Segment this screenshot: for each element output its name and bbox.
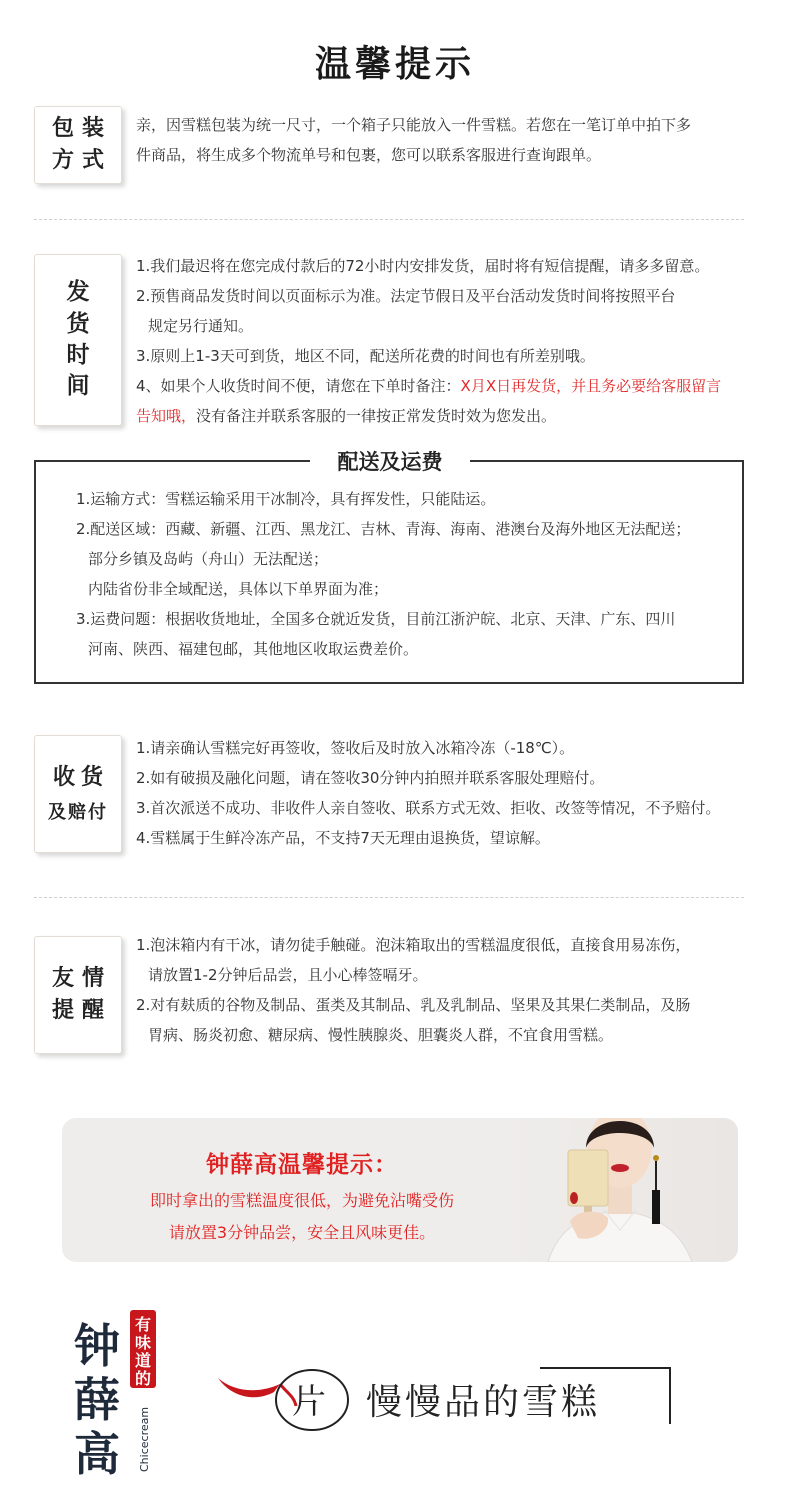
reminder-tag-line2: 提醒 <box>51 998 112 1023</box>
logo-char: 薛 <box>74 1373 120 1427</box>
svg-text:的: 的 <box>134 1369 152 1388</box>
slogan-char: 片 <box>292 1382 326 1422</box>
delivery-line-1: 1.运输方式：雪糕运输采用干冰制冷，具有挥发性，只能陆运。 <box>76 490 496 508</box>
packaging-tag-line2: 方式 <box>51 148 112 173</box>
reminder-tag-line1: 友情 <box>51 966 112 992</box>
receipt-line-2: 2.如有破损及融化问题，请在签收30分钟内拍照并联系客服处理赔付。 <box>136 769 605 787</box>
receipt-line-1: 1.请亲确认雪糕完好再签收，签收后及时放入冰箱冷冻（-18℃）。 <box>136 739 575 757</box>
reminder-line-1: 1.泡沫箱内有干冰，请勿徒手触碰。泡沫箱取出的雪糕温度很低，直接食用易冻伤， <box>136 936 691 954</box>
delivery-line-3: 3.运费问题：根据收货地址，全国多仓就近发货，目前江浙沪皖、北京、天津、广东、四川 <box>76 610 676 628</box>
shipping-line-5-highlight: 告知哦， <box>136 407 197 425</box>
receipt-tag-line2: 及赔付 <box>47 801 108 823</box>
shipping-line-3: 3.原则上1-3天可到货，地区不同，配送所花费的时间也有所差别哦。 <box>136 347 595 365</box>
delivery-line-2b: 部分乡镇及岛屿（舟山）无法配送； <box>88 550 329 568</box>
banner-title: 钟薛高温馨提示： <box>206 1152 398 1178</box>
delivery-line-2: 2.配送区域：西藏、新疆、江西、黑龙江、吉林、青海、海南、港澳台及海外地区无法配送； <box>76 520 691 538</box>
reminder-tag <box>34 936 122 1054</box>
packaging-line: 亲，因雪糕包装为统一尺寸，一个箱子只能放入一件雪糕。若您在一笔订单中拍下多 <box>136 116 692 134</box>
brand-en-name: Chicecream <box>138 1406 151 1472</box>
delivery-line-2c: 内陆省份非全域配送，具体以下单界面为准； <box>88 580 389 598</box>
shipping-time-tag <box>34 254 122 426</box>
delivery-fee-text <box>76 484 690 664</box>
shipping-line-5 <box>136 401 750 431</box>
packaging-line: 件商品，将生成多个物流单号和包裹，您可以联系客服进行查询跟单。 <box>136 146 602 164</box>
receipt-line-4: 4.雪糕属于生鲜冷冻产品，不支持7天无理由退换货，望谅解。 <box>136 829 550 847</box>
reminder-line-2: 2.对有麸质的谷物及制品、蛋类及其制品、乳及乳制品、坚果及其果仁类制品，及肠 <box>136 996 691 1014</box>
page-title: 温馨提示 <box>314 44 475 85</box>
brand-logo <box>70 1308 170 1478</box>
receipt-tag <box>34 735 122 853</box>
logo-char: 高 <box>74 1427 120 1478</box>
shipping-line-2: 2.预售商品发货时间以页面标示为准。法定节假日及平台活动发货时间将按照平台 <box>136 287 676 305</box>
shipping-line-4 <box>136 371 750 401</box>
packaging-text <box>136 110 750 170</box>
shipping-tag-char: 间 <box>66 373 90 400</box>
reminder-line-2b: 胃病、肠炎初愈、糖尿病、慢性胰腺炎、胆囊炎人群，不宜食用雪糕。 <box>148 1026 614 1044</box>
banner-line-2: 请放置3分钟品尝，安全且风味更佳。 <box>168 1223 436 1242</box>
packaging-tag <box>34 106 122 184</box>
shipping-time-text <box>136 251 750 431</box>
dashed-divider <box>34 897 744 898</box>
shipping-line-1: 1.我们最迟将在您完成付款后的72小时内安排发货，届时将有短信提醒，请多多留意。 <box>136 257 710 275</box>
delivery-line-3b: 河南、陕西、福建包邮，其他地区收取运费差价。 <box>88 640 419 658</box>
brand-logo-chars <box>74 1319 120 1478</box>
shipping-line-4-text: 4、如果个人收货时间不便，请您在下单时备注： <box>136 377 461 395</box>
packaging-tag-line1: 包装 <box>51 116 112 142</box>
seal-text: 有 <box>134 1315 152 1334</box>
slogan-text: 慢慢品的雪糕 <box>366 1382 601 1423</box>
logo-char: 钟 <box>74 1319 120 1373</box>
shipping-tag-char: 货 <box>66 310 90 337</box>
shipping-line-5-text: 没有备注并联系客服的一律按正常发货时效为您发出。 <box>196 407 557 425</box>
shipping-line-4-highlight: X月X日再发货，并且务必要给客服留言 <box>460 377 722 395</box>
shipping-tag-char: 发 <box>66 279 90 306</box>
receipt-line-3: 3.首次派送不成功、非收件人亲自签收、联系方式无效、拒收、改签等情况，不予赔付。 <box>136 799 721 817</box>
shipping-tag-char: 时 <box>66 342 90 368</box>
tip-banner <box>62 1118 738 1262</box>
delivery-fee-title: 配送及运费 <box>310 447 470 477</box>
model-with-ice-cream-image <box>508 1118 738 1262</box>
reminder-text <box>136 930 750 1050</box>
shipping-line-2b: 规定另行通知。 <box>148 317 254 335</box>
red-brush-stroke-icon <box>218 1378 280 1397</box>
banner-line-1: 即时拿出的雪糕温度很低，为避免沾嘴受伤 <box>149 1191 454 1210</box>
svg-text:道: 道 <box>134 1351 152 1370</box>
svg-text:味: 味 <box>134 1333 152 1352</box>
reminder-line-1b: 请放置1-2分钟后品尝，且小心棒签嗝牙。 <box>148 966 428 984</box>
dashed-divider <box>34 219 744 220</box>
receipt-tag-line1: 收货 <box>52 765 109 790</box>
receipt-text <box>136 733 750 853</box>
